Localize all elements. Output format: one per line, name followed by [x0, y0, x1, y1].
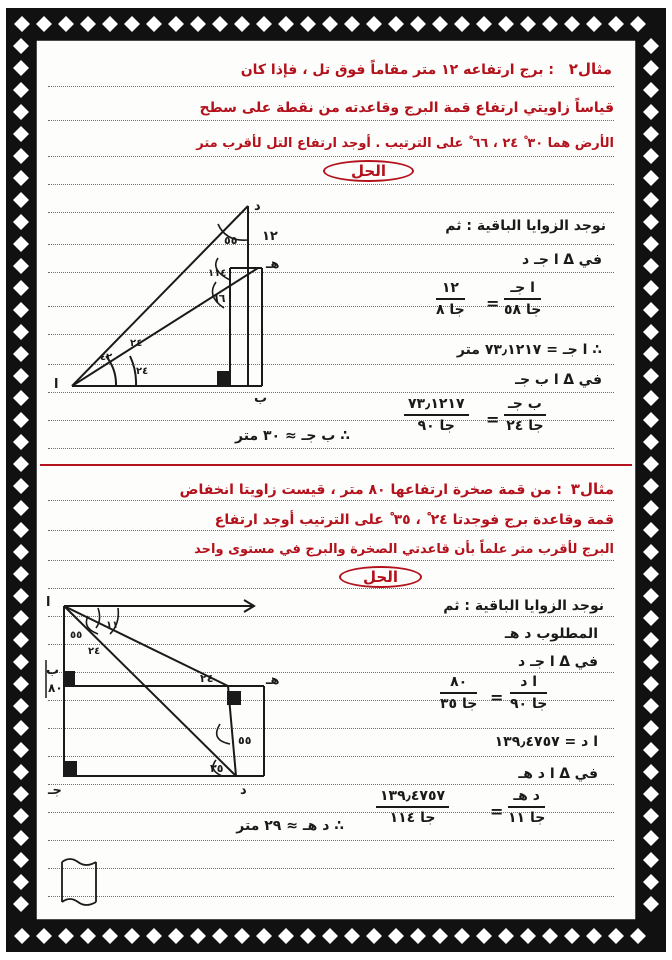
- ruled-line: [48, 86, 614, 87]
- example-2-fraction-2-rhs: ٧٣٫١٢١٧ جا ٩٠: [404, 396, 469, 434]
- example-3-fraction-1-lhs: ا د جا ٩٠: [510, 674, 548, 712]
- angle-label-6: ٣٥: [210, 762, 224, 775]
- example-3-step-5: في Δ ا د هـ: [518, 766, 598, 782]
- ruled-line: [48, 896, 614, 897]
- angle-label-4: ٢٤: [130, 338, 143, 349]
- section-divider: [40, 464, 632, 466]
- equals-sign: =: [486, 410, 500, 429]
- point-b-label: ب: [254, 391, 268, 406]
- angle-label-6: ٢٤: [136, 366, 149, 377]
- example-3-fraction-2-lhs: د هـ جا ١١: [508, 788, 546, 826]
- equals-sign: =: [486, 294, 500, 313]
- angle-label-3: ٦٦: [212, 292, 226, 305]
- scroll-doodle: [56, 854, 106, 910]
- point-d-label: د: [240, 783, 247, 798]
- example-2-diagram: [40, 196, 290, 420]
- angle-label-4: ٢٤: [200, 672, 214, 685]
- angle-label-3: ٢٤: [88, 646, 101, 657]
- example-2-fraction-1-rhs: ١٢ جا ٨: [436, 280, 465, 318]
- angle-label-5: ٤٢: [100, 352, 113, 363]
- side-length-label: ١٢: [262, 229, 278, 244]
- ruled-line: [48, 868, 614, 869]
- angle-label-5: ٥٥: [238, 734, 252, 747]
- example-3-answer: ∴ د هـ ≈ ٢٩ متر: [236, 818, 344, 834]
- example-2-step-2: في Δ ا جـ د: [522, 252, 602, 268]
- angle-label-1: ٥٥: [224, 234, 238, 247]
- ruled-line: [48, 560, 614, 561]
- example-2-step-4: في Δ ا ب جـ: [515, 372, 602, 388]
- ruled-line: [48, 530, 614, 531]
- angle-label-2: ١١٤: [208, 268, 227, 279]
- point-j-label: جـ: [48, 783, 62, 798]
- example-3-line-3: البرج لأقرب متر علماً بأن قاعدتي الصخرة والبرج في مستوى واحد: [194, 542, 614, 557]
- ruled-line: [48, 588, 614, 589]
- example-3-label: مثال٣: [570, 480, 614, 498]
- example-2-fraction-2-lhs: ب جـ جا ٢٤: [504, 396, 546, 434]
- ruled-line: [48, 840, 614, 841]
- example-2-line-2: قياساً زاويتي ارتفاع قمة البرج وقاعدته من نقطة على سطح: [199, 100, 614, 116]
- point-d-label: د: [254, 199, 261, 214]
- example-2-line-1: : برج ارتفاعه ١٢ متر مقاماً فوق تل ، فإذا كان: [240, 62, 554, 78]
- example-2-step-1: نوجد الزوايا الباقية : ثم: [445, 218, 606, 234]
- equals-sign: =: [490, 688, 504, 707]
- equals-sign: =: [490, 802, 504, 821]
- example-3-step-1: نوجد الزوايا الباقية : ثم: [443, 598, 604, 614]
- example-2-answer: ∴ ب جـ ≈ ٣٠ متر: [235, 428, 350, 444]
- ruled-line: [48, 120, 614, 121]
- point-b-label: ب: [46, 663, 60, 678]
- example-2-fraction-1-lhs: ا جـ جا ٥٨: [504, 280, 542, 318]
- ruled-line: [48, 184, 614, 185]
- example-3-step-3: في Δ ا جـ د: [518, 654, 598, 670]
- example-2-solution-label: الحل: [323, 160, 414, 182]
- example-3-fraction-2-rhs: ١٣٩٫٤٧٥٧ جا ١١٤: [376, 788, 449, 826]
- example-3-step-2: المطلوب د هـ: [504, 626, 598, 642]
- example-3-diagram: [40, 594, 290, 798]
- ruled-line: [48, 156, 614, 157]
- example-3-solution-label: الحل: [339, 566, 422, 588]
- example-2-label: مثال٢: [568, 60, 612, 78]
- point-h-label: هـ: [266, 257, 280, 272]
- example-3-line-2: قمة وقاعدة برج فوجدتا ٢٤ ْ ، ٣٥ ْ على الترتيب أوجد ارتفاع: [214, 512, 614, 528]
- angle-label-1: ٥٥: [70, 630, 83, 641]
- example-2-step-3: ∴ ا جـ = ٧٣٫١٢١٧ متر: [456, 342, 602, 358]
- point-a-label: ا: [54, 377, 59, 392]
- point-h-label: هـ: [266, 673, 280, 688]
- example-3-line-1: : من قمة صخرة ارتفاعها ٨٠ متر ، قيست زاويتا انخفاض: [179, 482, 562, 498]
- angle-label-2: ١١: [106, 620, 119, 631]
- ruled-line: [48, 448, 614, 449]
- height-label: ٨٠: [48, 681, 63, 695]
- point-a-label: ا: [46, 595, 51, 610]
- example-3-fraction-1-rhs: ٨٠ جا ٣٥: [440, 674, 478, 712]
- example-3-step-4: ا د = ١٣٩٫٤٧٥٧: [494, 734, 598, 750]
- example-2-line-3: الأرض هما ٣٠ ْ ٢٤ ، ٦٦ ْ على الترتيب . أوجد ارتفاع التل لأقرب متر: [196, 136, 614, 151]
- ruled-line: [48, 500, 614, 501]
